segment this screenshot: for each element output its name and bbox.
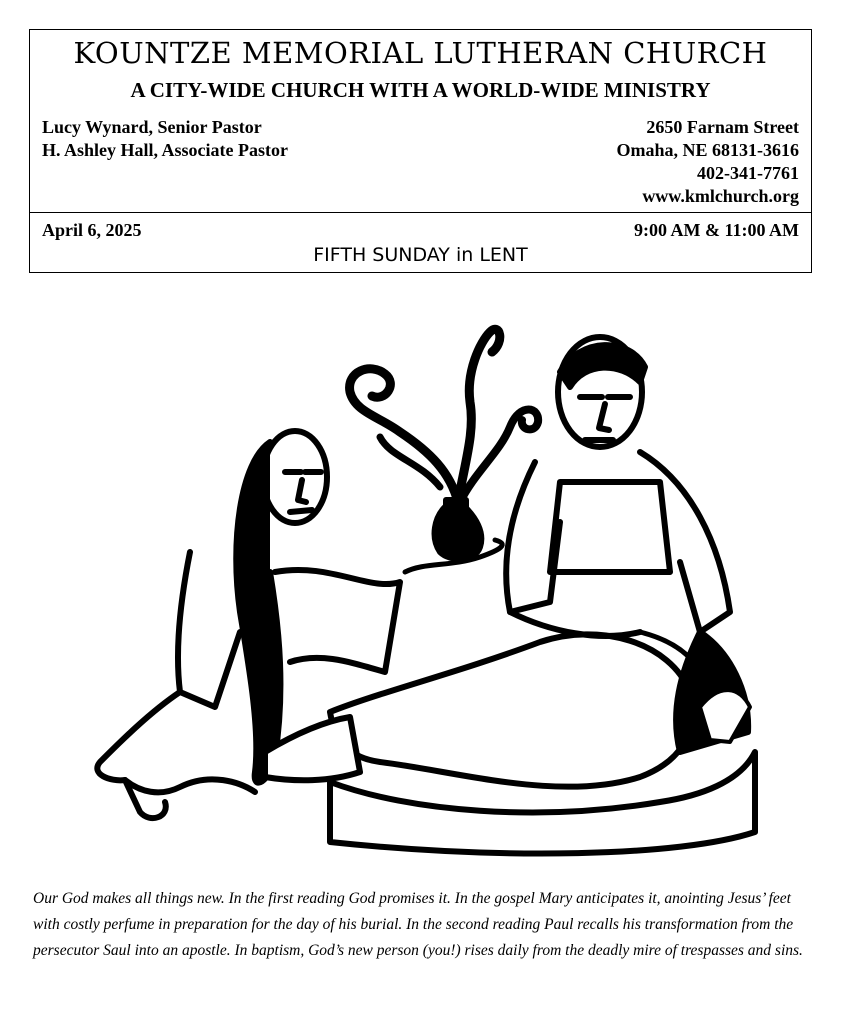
perfume-jar-icon <box>435 500 482 559</box>
phone-number: 402-341-7761 <box>697 163 799 183</box>
associate-pastor: H. Ashley Hall, Associate Pastor <box>42 140 288 160</box>
header-divider <box>30 212 811 213</box>
mary-anointing-jesus-feet-illustration <box>80 312 770 862</box>
sunday-title: FIFTH SUNDAY in LENT <box>313 244 528 266</box>
pastor-list <box>42 116 288 162</box>
church-tagline: A CITY-WIDE CHURCH WITH A WORLD-WIDE MINISTRY <box>130 78 711 102</box>
reading-summary: Our God makes all things new. In the first reading God promises it. In the gospel Mary anticipates it, anointing Jesus’ feet with costly perfume in preparation for the day of his burial. In the second reading Paul recalls his transformation from the persecutor Saul into an apostle. In baptism, God’s new person (you!) rises daily from the deadly mire of trespasses and sins. <box>33 890 803 959</box>
city-state-zip: Omaha, NE 68131-3616 <box>616 140 799 160</box>
jesus-figure <box>506 337 748 752</box>
street-address: 2650 Farnam Street <box>646 117 799 137</box>
service-date: April 6, 2025 <box>42 220 142 240</box>
church-address <box>616 116 799 208</box>
service-times: 9:00 AM & 11:00 AM <box>634 220 799 240</box>
senior-pastor: Lucy Wynard, Senior Pastor <box>42 117 262 137</box>
perfume-smoke-icon <box>350 329 539 502</box>
website: www.kmlchurch.org <box>642 186 799 206</box>
church-name: KOUNTZE MEMORIAL LUTHERAN CHURCH <box>73 36 768 70</box>
bulletin-header <box>29 29 812 273</box>
